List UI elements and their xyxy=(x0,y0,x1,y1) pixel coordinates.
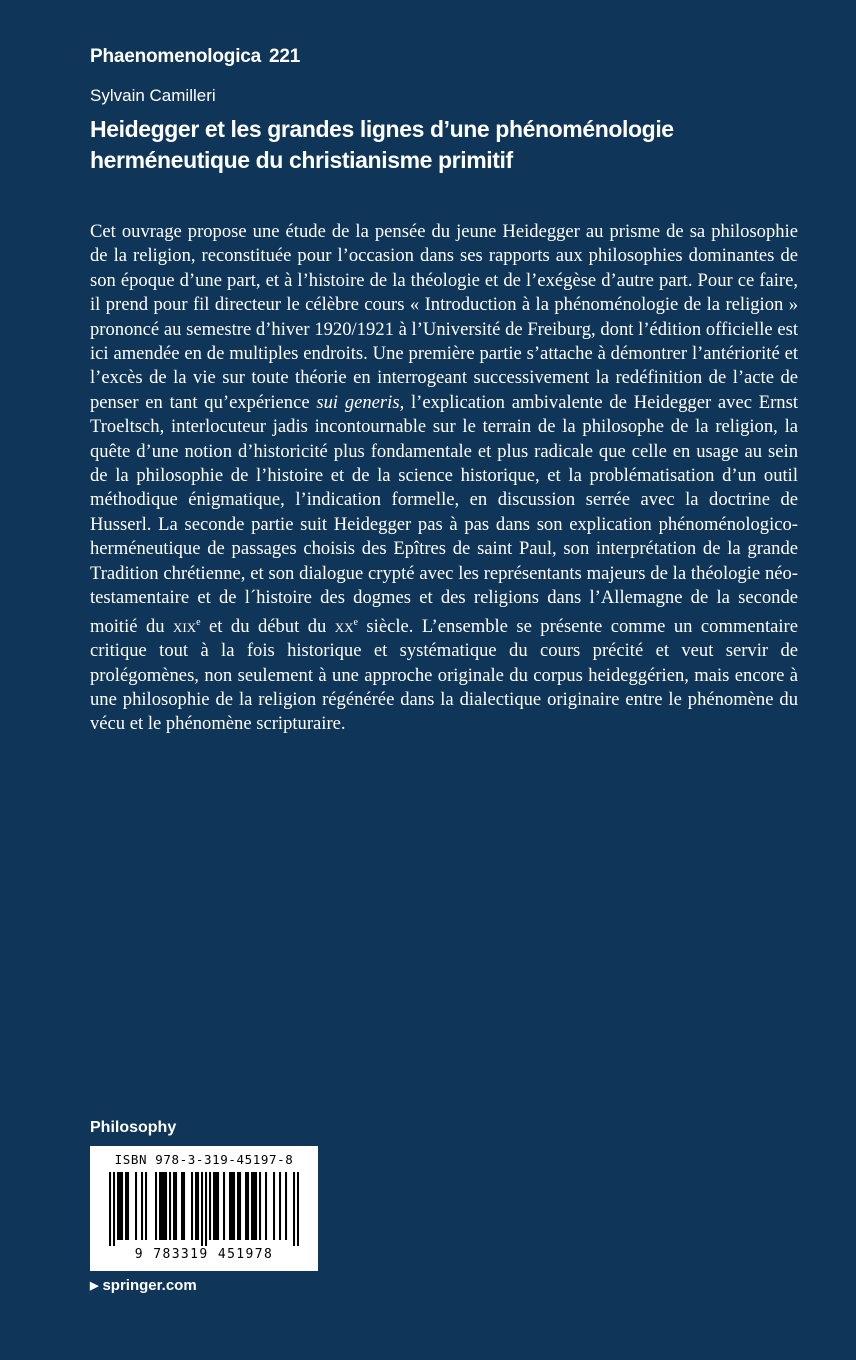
barcode-bar xyxy=(239,1172,241,1240)
blurb-part-1: Cet ouvrage propose une étude de la pensée du jeune Heidegger au prisme de sa philosophie de la religion, reconstituée pour l’occasion dans ses rapports aux philosophies dominantes de son époque d’une part, et à l’histoire de la théologie et de l’exégèse d’autre part. Pour ce faire, il prend pour fil directeur le célèbre cours « Introduction à la phénoménologie de la religion » prononcé au semestre d’hiver 1920/1921 à l’Université de Freiburg, dont l’édition officielle est ici amendée en de multiples endroits. Une première partie s’attache à démontrer l’antériorité et l’excès de la vie sur toute théorie en interrogeant successivement la redéfinition de l’acte de penser en tant qu’expérience xyxy=(90,221,798,413)
barcode-bar xyxy=(159,1172,161,1240)
barcode-bars xyxy=(109,1172,299,1246)
barcode-bar xyxy=(255,1172,257,1240)
barcode-bar xyxy=(253,1172,255,1240)
barcode-bar xyxy=(237,1172,239,1240)
ean-digits: 9 783319 451978 xyxy=(134,1247,274,1262)
blurb-part-4: siècle. L’ensemble se présente comme un commentaire critique tout à la fois historique et systématique du cours précité et veut servir de prolégomènes, non seulement à une approche originale du corpus heideggérien, mais encore à une philosophie de la religion régénérée dans la dialectique originaire entre le phénomène du vécu et le phénomène scripturaire. xyxy=(90,615,798,735)
barcode-bar xyxy=(197,1172,199,1240)
barcode-bar xyxy=(285,1172,287,1240)
barcode-bar xyxy=(169,1172,171,1240)
barcode-bar xyxy=(205,1172,207,1246)
barcode-bar xyxy=(233,1172,235,1240)
arrow-icon: ▶ xyxy=(90,1280,99,1292)
barcode-bar xyxy=(141,1172,143,1240)
blurb-part-3: et du début du xyxy=(200,615,335,637)
barcode-bar xyxy=(175,1172,177,1240)
barcode-bar xyxy=(135,1172,137,1240)
barcode-bar xyxy=(195,1172,197,1240)
barcode-bar xyxy=(273,1172,275,1240)
series-name: Phaenomenologica xyxy=(90,46,262,67)
website-text: springer.com xyxy=(102,1277,197,1294)
barcode-bar xyxy=(191,1172,193,1240)
blurb-part-2: , l’explication ambivalente de Heidegger avec Ernst Troeltsch, interlocuteur jadis incontournable sur le terrain de la philosophe de la religion, la quête d’une notion d’historicité plus fondamentale et plus radicale que celle en usage au sein de la philosophie de l’histoire et de la science historique, et la problématisation d’un outil méthodique énigmatique, l’indication formelle, en discussion serrée avec la doctrine de Husserl. La seconde partie suit Heidegger pas à pas dans son explication phénoménologico-herméneutique de passages choisis des Epîtres de saint Paul, son interprétation de la grande Tradition chrétienne, et son dialogue crypté avec les représentants majeurs de la théologie néo-testamentaire et de l´histoire des dogmes et des religions dans l’Allemagne de la seconde moitié du xyxy=(90,391,798,637)
barcode-bar xyxy=(265,1172,267,1240)
book-title: Heidegger et les grandes lignes d’une phénoménologie herméneutique du christianisme primitif xyxy=(90,116,674,173)
barcode-bar xyxy=(119,1172,121,1240)
blurb-paragraph xyxy=(90,220,798,737)
barcode-bar xyxy=(259,1172,261,1240)
author-name: Sylvain Camilleri xyxy=(90,86,216,105)
century-20-sup: e xyxy=(353,616,358,628)
barcode-bar xyxy=(173,1172,175,1240)
series-number: 221 xyxy=(269,46,301,67)
barcode-bar xyxy=(231,1172,233,1240)
barcode-bar xyxy=(279,1172,281,1240)
barcode-bar xyxy=(251,1172,253,1240)
barcode-bar xyxy=(121,1172,123,1240)
barcode-bar xyxy=(127,1172,129,1240)
barcode-bar xyxy=(201,1172,203,1246)
barcode-bar xyxy=(161,1172,163,1240)
barcode-bar xyxy=(215,1172,217,1240)
blurb-italic-term: sui generis xyxy=(316,391,400,413)
barcode-bar xyxy=(297,1172,299,1246)
barcode-bar xyxy=(181,1172,183,1240)
subject-label: Philosophy xyxy=(90,1119,177,1136)
website-link[interactable] xyxy=(90,1277,197,1294)
barcode-bar xyxy=(113,1172,115,1246)
barcode-bar xyxy=(229,1172,231,1240)
barcode-bar xyxy=(293,1172,295,1246)
barcode-bar xyxy=(155,1172,157,1240)
century-20: xx xyxy=(334,615,354,637)
barcode-bar xyxy=(165,1172,167,1240)
century-19: xix xyxy=(173,615,197,637)
barcode-bar xyxy=(163,1172,165,1240)
blurb-text xyxy=(90,220,798,737)
barcode-bar xyxy=(117,1172,119,1240)
barcode-bar xyxy=(217,1172,219,1240)
barcode-bar xyxy=(223,1172,225,1240)
barcode-bar xyxy=(125,1172,127,1240)
barcode-bar xyxy=(109,1172,111,1246)
barcode-bar xyxy=(247,1172,249,1240)
series-line xyxy=(90,46,300,68)
isbn-barcode xyxy=(90,1146,318,1271)
century-19-sup: e xyxy=(196,616,201,628)
isbn-label: ISBN 978-3-319-45197-8 xyxy=(114,1152,294,1167)
barcode-bar xyxy=(245,1172,247,1240)
barcode-bar xyxy=(145,1172,147,1240)
barcode-bar xyxy=(183,1172,185,1240)
barcode-bar xyxy=(209,1172,211,1240)
barcode-bar xyxy=(213,1172,215,1240)
